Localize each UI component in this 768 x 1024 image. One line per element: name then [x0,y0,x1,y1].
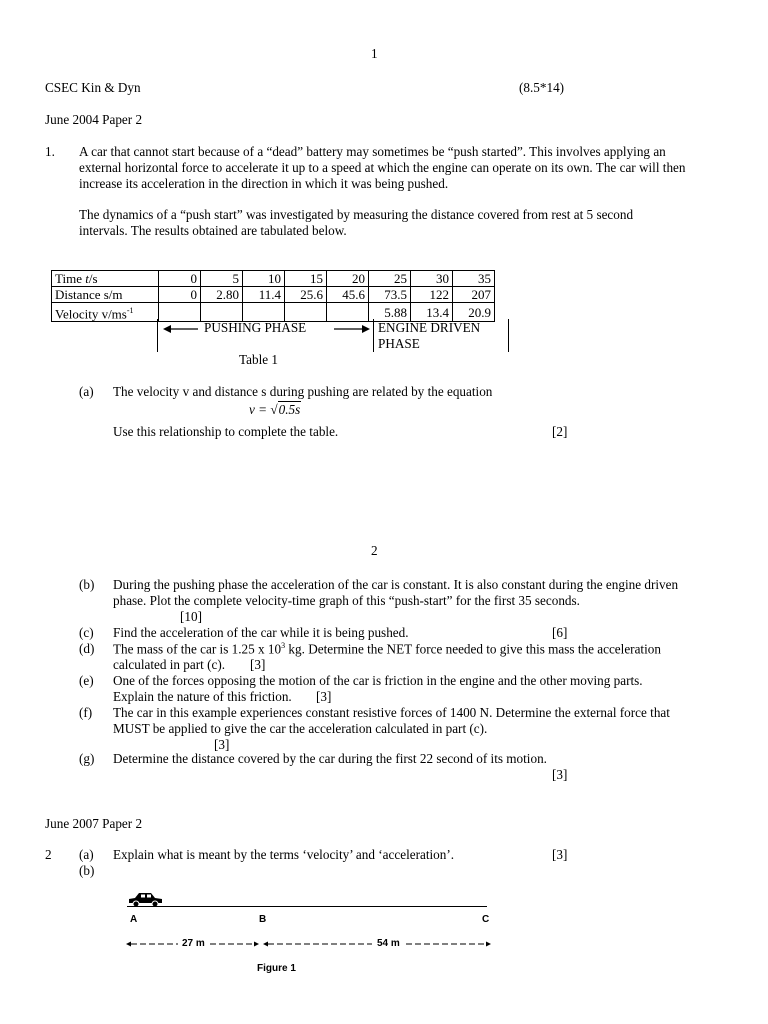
table-cell [285,303,327,322]
table-cell: 0 [159,271,201,287]
marks: [3] [214,737,230,752]
distance-arrows [126,937,492,951]
row-label-distance: Distance s/m [52,287,159,303]
distance-bc-label: 54 m [377,938,400,949]
row-label-time: Time t/s [52,271,159,287]
part-text: Determine the distance covered by the car during the first 22 second of its motion. [113,751,547,766]
marks: [6] [552,625,568,640]
table-cell: 0 [159,287,201,303]
part-text: Use this relationship to complete the table. [113,424,339,439]
table-row [52,271,495,287]
part-label: (c) [79,625,94,640]
road-line [127,906,487,907]
marks: [10] [180,609,202,624]
table-row [52,303,495,322]
header-size: (8.5*14) [519,80,565,95]
results-table [51,270,495,322]
figure-caption: Figure 1 [257,963,296,974]
part-text: One of the forces opposing the motion of the car is friction in the engine and the other moving parts. [113,673,643,688]
part-text: phase. Plot the complete velocity-time graph of this “push-start” for the first 35 seconds. [113,593,580,608]
question-number: 1. [45,144,55,159]
part-label: (b) [79,863,95,878]
table-row [52,287,495,303]
part-text: Find the acceleration of the car while it is being pushed. [113,625,409,640]
marks: [3] [316,689,332,704]
table-cell: 5 [201,271,243,287]
part-text: The mass of the car is 1.25 x $10^3$ kg. Determine the NET force needed to give this mass the acceleration [113,641,661,657]
phase-divider [373,319,374,352]
table-cell: 73.5 [369,287,411,303]
table-caption: Table 1 [239,352,278,367]
part-label: (a) [79,384,94,399]
row-label-velocity: Velocity $v/ms^{-1}$ [52,303,159,322]
part-label: (a) [79,847,94,862]
table-cell: 207 [453,287,495,303]
point-c-label: C [482,914,490,925]
page-number: 2 [371,543,378,558]
table-cell [327,303,369,322]
part-text: calculated in part (c). [113,657,226,672]
table-cell: 45.6 [327,287,369,303]
part-text: Explain what is meant by the terms ‘velocity’ and ‘acceleration’. [113,847,455,862]
phase-divider [508,319,509,352]
marks: [3] [552,767,568,782]
table-cell: 30 [411,271,453,287]
marks: [2] [552,424,568,439]
question-paragraph: A car that cannot start because of a “dead” battery may sometimes be “push started”. This involves applying an external horizontal force to accelerate it up to a speed at which the engine can operate on its own. The car will then increase its acceleration in the direction in which it was being pushed. [79,144,686,191]
pushing-phase-label: PUSHING PHASE [204,320,307,335]
table-cell: 2.80 [201,287,243,303]
table-cell: 10 [243,271,285,287]
part-text: During the pushing phase the acceleration of the car is constant. It is also constant during the engine driven [113,577,679,592]
right-arrow-icon [334,322,370,336]
table-cell: 13.4 [411,303,453,322]
marks: [3] [552,847,568,862]
table-cell: 35 [453,271,495,287]
equation: v = √0.5s [249,402,301,417]
table-cell [243,303,285,322]
part-text: The car in this example experiences constant resistive forces of 1400 N. Determine the external force that [113,705,670,720]
section-heading: June 2007 Paper 2 [45,816,143,831]
phase-divider [157,319,158,352]
part-label: (d) [79,641,95,656]
engine-phase-label: ENGINE DRIVEN [378,320,481,335]
table-cell: 25 [369,271,411,287]
section-heading: June 2004 Paper 2 [45,112,143,127]
engine-phase-label: PHASE [378,336,420,351]
marks: [3] [250,657,266,672]
part-label: (b) [79,577,95,592]
header-title: CSEC Kin & Dyn [45,80,141,95]
table-cell: 20 [327,271,369,287]
table-cell [159,303,201,322]
part-label: (e) [79,673,94,688]
point-b-label: B [259,914,267,925]
distance-ab-label: 27 m [182,938,205,949]
table-cell: 25.6 [285,287,327,303]
question-paragraph: The dynamics of a “push start” was investigated by measuring the distance covered from rest at 5 second intervals. The results obtained are tabulated below. [79,207,634,238]
table-cell [201,303,243,322]
question-number: 2 [45,847,52,862]
part-text: The velocity v and distance s during pushing are related by the equation [113,384,493,399]
table-cell: 20.9 [453,303,495,322]
table-cell: 122 [411,287,453,303]
point-a-label: A [130,914,138,925]
table-cell: 15 [285,271,327,287]
left-arrow-icon [163,322,199,336]
part-text: Explain the nature of this friction. [113,689,292,704]
part-text: MUST be applied to give the car the acceleration calculated in part (c). [113,721,488,736]
table-cell: 11.4 [243,287,285,303]
table-cell: 5.88 [369,303,411,322]
page-number: 1 [371,46,378,61]
part-label: (g) [79,751,95,766]
part-label: (f) [79,705,93,720]
